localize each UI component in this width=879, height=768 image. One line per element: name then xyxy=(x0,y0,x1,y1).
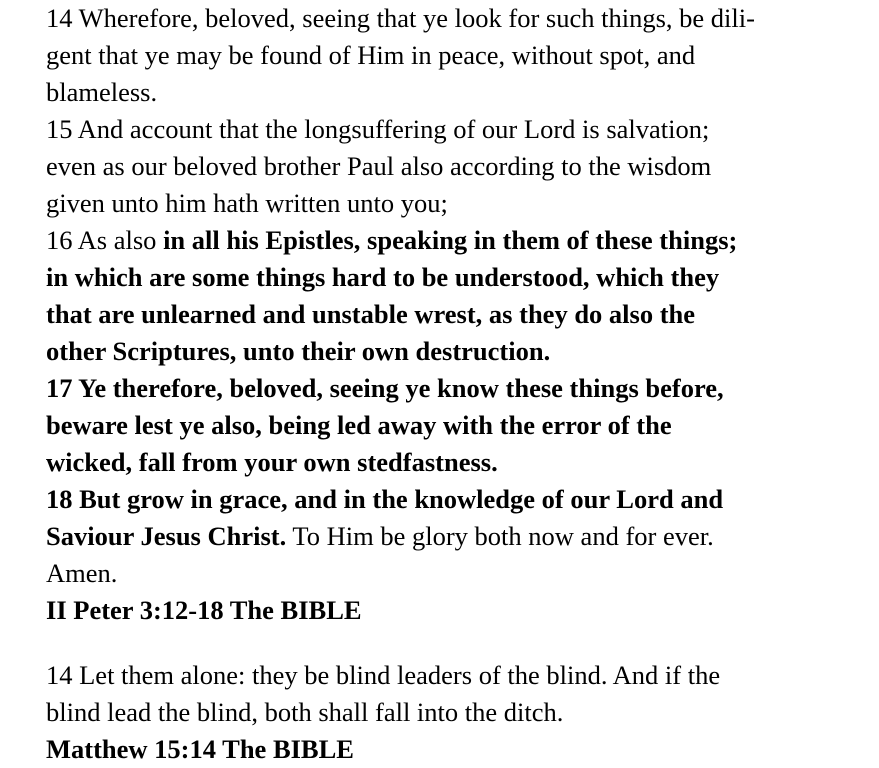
verse-15-line-3: given unto him hath written unto you; xyxy=(46,188,448,218)
paragraph-gap xyxy=(46,629,866,657)
verse-16-plain: 16 As also xyxy=(46,225,164,255)
verse-18-bold: Saviour Jesus Christ. xyxy=(46,521,287,551)
document-page xyxy=(46,0,866,768)
passage-1-reference: II Peter 3:12-18 The BIBLE xyxy=(46,595,362,625)
verse-16-line-1 xyxy=(46,222,866,259)
matthew-line-1: 14 Let them alone: they be blind leaders of the blind. And if the xyxy=(46,660,721,690)
verse-16-line-4: other Scriptures, unto their own destruction. xyxy=(46,336,551,366)
verse-15-line-1: 15 And account that the longsuffering of our Lord is salvation; xyxy=(46,114,710,144)
verse-18-line-2 xyxy=(46,518,866,555)
verse-16-line-2: in which are some things hard to be understood, which they xyxy=(46,262,720,292)
verse-15-line-2: even as our beloved brother Paul also according to the wisdom xyxy=(46,151,712,181)
verse-18-line-3: Amen. xyxy=(46,558,118,588)
verse-18-plain: To Him be glory both now and for ever. xyxy=(286,521,714,551)
verse-17-line-2: beware lest ye also, being led away with the error of the xyxy=(46,410,672,440)
passage-2-reference: Matthew 15:14 The BIBLE xyxy=(46,734,354,764)
matthew-line-2: blind lead the blind, both shall fall into the ditch. xyxy=(46,697,564,727)
verse-14-line-2: gent that ye may be found of Him in peace, without spot, and xyxy=(46,40,696,70)
verse-14-line-1: 14 Wherefore, beloved, seeing that ye look for such things, be dili- xyxy=(46,3,755,33)
verse-16-bold: in all his Epistles, speaking in them of these things; xyxy=(163,225,738,255)
verse-16-line-3: that are unlearned and unstable wrest, as they do also the xyxy=(46,299,696,329)
verse-14-line-3: blameless. xyxy=(46,77,158,107)
verse-17-line-1: 17 Ye therefore, beloved, seeing ye know these things before, xyxy=(46,373,724,403)
verse-17-line-3: wicked, fall from your own stedfastness. xyxy=(46,447,498,477)
verse-18-line-1: 18 But grow in grace, and in the knowledge of our Lord and xyxy=(46,484,724,514)
